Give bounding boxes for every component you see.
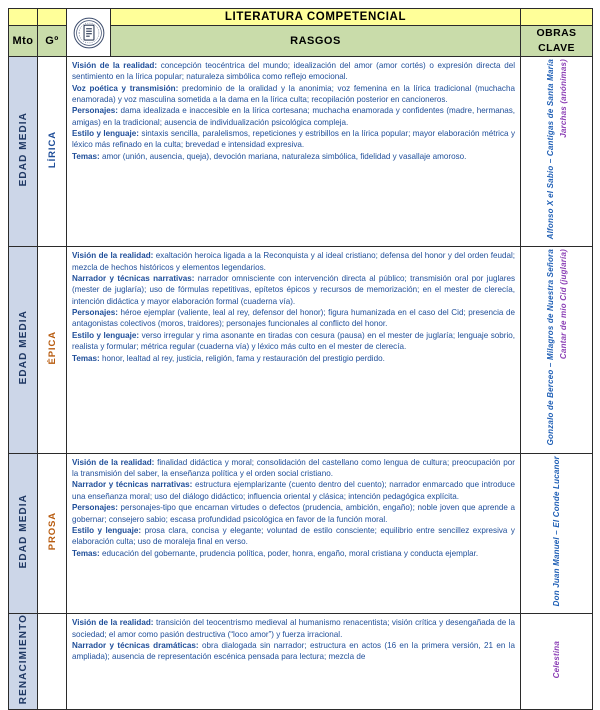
feature-label: Temas: (72, 353, 100, 363)
literature-table (8, 8, 593, 710)
feature-text: educación del gobernante, prudencia política, poder, honra, engaño, moral cristiana y conducta ejemplar. (99, 548, 479, 558)
page-title: LITERATURA COMPETENCIAL (111, 9, 521, 26)
row-genre-label: ÉPICA (46, 330, 58, 365)
works-stack (551, 641, 562, 678)
feature-text: honor, lealtad al rey, justicia, religión, fama y restauración del prestigio perdido. (99, 353, 385, 363)
feature-label: Visión de la realidad: (72, 251, 154, 261)
row-features-cell (67, 453, 521, 613)
row-genre-cell (38, 57, 67, 247)
header-obras-line1: OBRAS (536, 27, 577, 39)
feature-label: Narrador y técnicas narrativas: (72, 480, 193, 490)
feature-label: Estilo y lenguaje: (72, 330, 140, 340)
row-genre-label: PROSA (46, 511, 58, 551)
work-title: Alfonso X el Sabio – Cantigas de Santa María (545, 59, 555, 240)
feature-label: Temas: (72, 151, 100, 161)
row-movement-label: RENACIMIENTO (17, 614, 29, 705)
work-title: Gonzalo de Berceo – Milagros de Nuestra Señora (545, 249, 555, 446)
feature-item (72, 640, 515, 663)
row-features-cell (67, 57, 521, 247)
feature-text: personajes-tipo que encarnan virtudes o defectos (prudencia, ambición, engaño); noble joven que aprende a gobernar; consejero sabio; escasa profundidad psicológica en favor de la función moral. (72, 503, 515, 524)
row-genre-label: LÍRICA (46, 130, 58, 168)
feature-item (72, 457, 515, 480)
feature-label: Visión de la realidad: (72, 457, 155, 467)
row-works-cell (521, 614, 593, 710)
feature-label: Temas: (72, 548, 100, 558)
row-movement-cell (9, 614, 38, 710)
feature-text: concepción teocéntrica del mundo; idealización del amor (amor cortés) o expresión directa del sentimiento en la lírica popular; naturaleza simbólica como reflejo emocional. (72, 61, 515, 82)
row-movement-label: EDAD MEDIA (17, 112, 29, 187)
feature-item (72, 151, 515, 162)
row-movement-label: EDAD MEDIA (17, 493, 29, 569)
feature-item (72, 330, 515, 353)
feature-item (72, 307, 515, 330)
feature-item (72, 105, 515, 128)
feature-text: sintaxis sencilla, paralelismos, repeticiones y estribillos en la lírica popular; mayor elaboración métrica y léxico más refinado en la culta; brevedad e intensidad expresiva. (72, 129, 515, 150)
feature-label: Narrador y técnicas narrativas: (72, 274, 195, 284)
feature-item (72, 273, 515, 307)
row-movement-cell (9, 453, 38, 613)
table-row (9, 453, 593, 613)
feature-item (72, 502, 515, 525)
feature-label: Visión de la realidad: (72, 61, 158, 70)
row-features-cell (67, 247, 521, 453)
feature-text: dama idealizada e inaccesible en la lírica cortesana; muchacha enamorada y confidentes (madre, hermanas, amigas) en la tradicional; ausencia de individualización psicológica compleja. (72, 106, 515, 127)
feature-text: obra dialogada sin narrador; estructura en actos (16 en la primera versión, 21 en la ampliada); ausencia de representación escénica pensada para lectura; mezcla de (72, 640, 516, 662)
row-works-cell (521, 57, 593, 247)
feature-label: Personajes: (72, 503, 118, 513)
feature-item (72, 83, 515, 106)
logo-wrap (67, 10, 110, 56)
feature-text: transición del teocentrismo medieval al humanismo renacentista; visión crítica y desengañada de la sociedad; el amor como pasión destructiva (“loco amor”) y fuerza irracional. (72, 618, 515, 639)
feature-item (72, 548, 515, 559)
work-title: Don Juan Manuel – El Conde Lucanor (552, 455, 561, 607)
row-works-cell (521, 247, 593, 453)
row-genre-cell (38, 614, 67, 710)
title-right-filler (521, 9, 593, 26)
feature-label: Personajes: (72, 106, 118, 116)
feature-text: verso irregular y rima asonante en tiradas con cesura (pausa) en el mester de juglaría; lenguaje sobrio, realista y formular; métrica regular (cuaderna vía) y léxico más culto en el mester de clerecía. (72, 330, 515, 352)
feature-text: finalidad didáctica y moral; consolidación del castellano como lengua de cultura; preocupación por la transmisión del saber, la enseñanza política y el orden social cristiano. (72, 457, 515, 479)
row-movement-cell (9, 57, 38, 247)
feature-label: Estilo y lenguaje: (72, 525, 142, 535)
table-row (9, 57, 593, 247)
row-features-cell (67, 614, 521, 710)
works-stack (545, 249, 569, 445)
row-movement-label: EDAD MEDIA (17, 310, 29, 385)
feature-item (72, 617, 515, 640)
feature-text: amor (unión, ausencia, queja), devoción mariana, naturaleza simbólica, fidelidad y vasallaje amoroso. (99, 151, 467, 161)
row-movement-cell (9, 247, 38, 453)
title-left-filler-2 (38, 9, 67, 26)
feature-item (72, 60, 515, 83)
feature-text: narrador omnisciente con intervención directa al público; transmisión oral por juglares (mester de juglaría); uso de fórmulas repetitivas, epítetos épicos y recursos de memorización; en el mester de clerecía, intención didáctica y mayor elaboración formal (cuaderna vía). (72, 274, 515, 306)
feature-item (72, 250, 515, 273)
feature-label: Voz poética y transmisión: (72, 83, 179, 93)
table-row (9, 247, 593, 453)
feature-item (72, 353, 515, 364)
row-genre-cell (38, 247, 67, 453)
header-rasgos: RASGOS (111, 26, 521, 57)
feature-label: Narrador y técnicas dramáticas: (72, 640, 199, 650)
feature-item (72, 128, 515, 151)
work-title: Cantar de mio Cid (juglaría) (558, 249, 568, 360)
feature-item (72, 525, 515, 548)
feature-item (72, 479, 515, 502)
header-genero: Gº (38, 26, 67, 57)
works-stack (545, 59, 569, 239)
feature-label: Personajes: (72, 308, 118, 318)
row-works-cell (521, 453, 593, 613)
header-obras-line2: CLAVE (538, 42, 575, 54)
work-title: Celestina (552, 640, 561, 678)
table-row (9, 614, 593, 710)
table-title-row (9, 9, 593, 26)
title-left-filler (9, 9, 38, 26)
feature-text: héroe ejemplar (valiente, leal al rey, defensor del honor); figura humanizada en el caso del Cid; presencia de antagonistas colectivos (moros, traidores); personajes funcionales al conflicto del honor. (72, 308, 515, 329)
logo-cell (67, 9, 111, 57)
feature-text: prosa clara, concisa y elegante; voluntad de estilo consciente; equilibrio entre sencillez expresiva y elaboración culta; uso de moraleja final en verso. (72, 525, 515, 547)
feature-text: predominio de la oralidad y la anonimia; voz femenina en la lírica tradicional (muchacha enamorada) y voz masculina sometida a la dama en la lírica culta; recopilación posterior en cancioneros. (72, 83, 515, 105)
feature-label: Estilo y lenguaje: (72, 129, 139, 139)
feature-text: exaltación heroica ligada a la Reconquista y al ideal cristiano; defensa del honor y del orden feudal; mezcla de hechos históricos y elementos legendarios. (72, 251, 515, 272)
row-genre-cell (38, 453, 67, 613)
work-title: Jarchas (anónimas) (558, 59, 568, 138)
header-mto: Mto (9, 26, 38, 57)
header-obras-clave (521, 26, 593, 57)
works-stack (551, 456, 562, 606)
document-seal-icon (72, 16, 106, 50)
feature-text: estructura ejemplarizante (cuento dentro del cuento); narrador enmarcado que introduce una enseñanza moral; uso del diálogo didáctico; influencia oriental y clásica; intención pedagógica explícita. (72, 480, 515, 501)
feature-label: Visión de la realidad: (72, 618, 154, 628)
